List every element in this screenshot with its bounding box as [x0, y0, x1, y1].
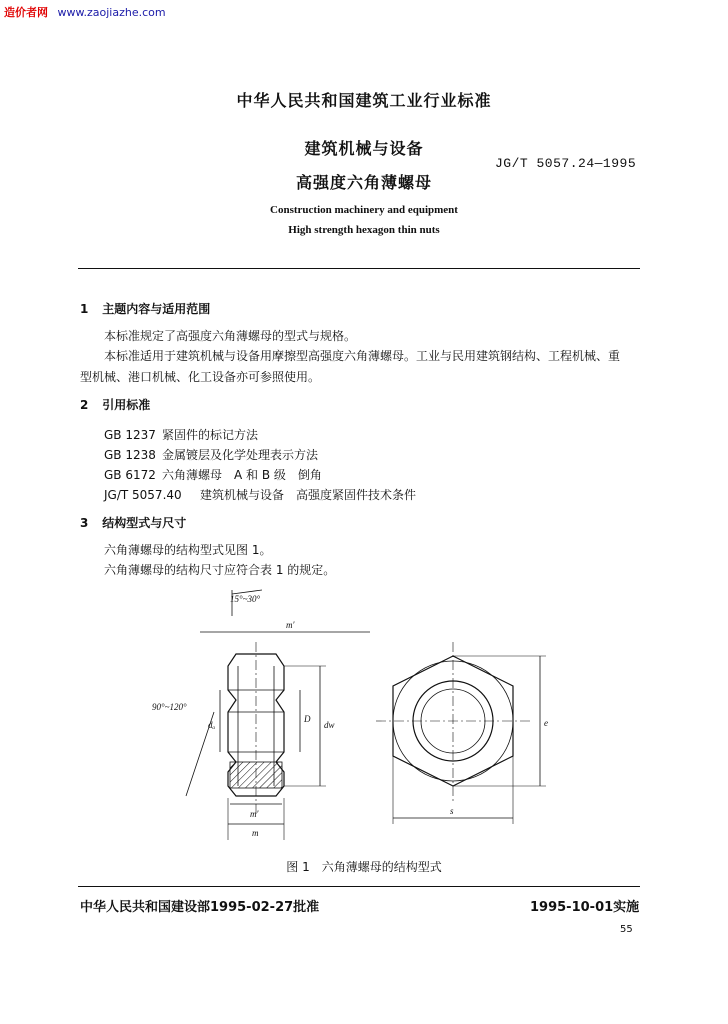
reference-item [104, 426, 258, 443]
reference-item [104, 486, 416, 503]
reference-code: JG/T 5057.40 [104, 488, 182, 502]
side-section-view [152, 590, 370, 840]
reference-code: GB 1238 [104, 448, 156, 462]
D-label: D [304, 714, 311, 724]
section-1-number: 1 [80, 302, 89, 316]
section-2-title: 引用标准 [102, 398, 151, 412]
m-prime-bottom-label: m′ [250, 809, 259, 819]
section-3-heading [80, 514, 186, 531]
e-label: e [544, 718, 548, 728]
section-1-paragraph-2-line-2: 型机械、港口机械、化工设备亦可参照使用。 [80, 370, 321, 384]
effective-date: 1995-10-01实施 [530, 900, 640, 915]
s-label: s [450, 806, 454, 816]
reference-item [104, 466, 322, 483]
watermark-url-link[interactable]: www.zaojiazhe.com [57, 6, 166, 19]
angle-90-120-label: 90°~120° [152, 702, 187, 712]
section-1-title: 主题内容与适用范围 [102, 302, 211, 316]
reference-code: GB 6172 [104, 468, 156, 482]
title-zh-line2: 高强度六角薄螺母 [295, 173, 432, 192]
section-2-heading [80, 396, 150, 413]
section-3-paragraph-2: 六角薄螺母的结构尺寸应符合表 1 的规定。 [104, 563, 336, 577]
reference-text: 建筑机械与设备 高强度紧固件技术条件 [200, 488, 417, 502]
section-3-title: 结构型式与尺寸 [102, 516, 187, 530]
dw-label: dw [324, 720, 335, 730]
top-plan-view [376, 642, 548, 824]
page-number: 55 [620, 924, 633, 935]
figure-caption: 图 1 六角薄螺母的结构型式 [286, 860, 442, 874]
section-3-paragraph-1: 六角薄螺母的结构型式见图 1。 [104, 543, 272, 557]
section-2-number: 2 [80, 398, 89, 412]
nut-technical-drawing [150, 586, 570, 846]
m-prime-top-label: m′ [286, 620, 295, 630]
reference-text: 六角薄螺母 A 和 B 级 倒角 [162, 468, 322, 482]
watermark-header [4, 4, 166, 20]
title-en-line1: Construction machinery and equipment [270, 204, 458, 216]
da-label: dₐ [208, 720, 216, 730]
section-1-heading [80, 300, 210, 317]
angle-15-30-label: 15°~30° [230, 594, 261, 604]
approval-date: 中华人民共和国建设部1995-02-27批准 [80, 900, 320, 915]
watermark-site-name: 造价者网 [4, 6, 48, 19]
reference-text: 金属镀层及化学处理表示方法 [162, 448, 319, 462]
header-divider [78, 268, 640, 269]
title-zh-line1: 建筑机械与设备 [304, 139, 424, 158]
standard-code: JG/T 5057.24—1995 [495, 156, 637, 171]
footer-divider [78, 886, 640, 887]
section-3-number: 3 [80, 516, 89, 530]
title-en-line2: High strength hexagon thin nuts [288, 224, 440, 236]
reference-item [104, 446, 318, 463]
section-1-paragraph-1: 本标准规定了高强度六角薄螺母的型式与规格。 [104, 329, 357, 343]
section-1-paragraph-2-line-1: 本标准适用于建筑机械与设备用摩擦型高强度六角薄螺母。工业与民用建筑钢结构、工程机械、重 [104, 349, 621, 363]
org-title: 中华人民共和国建筑工业行业标准 [236, 91, 492, 110]
reference-code: GB 1237 [104, 428, 156, 442]
m-label: m [252, 828, 259, 838]
reference-text: 紧固件的标记方法 [162, 428, 259, 442]
